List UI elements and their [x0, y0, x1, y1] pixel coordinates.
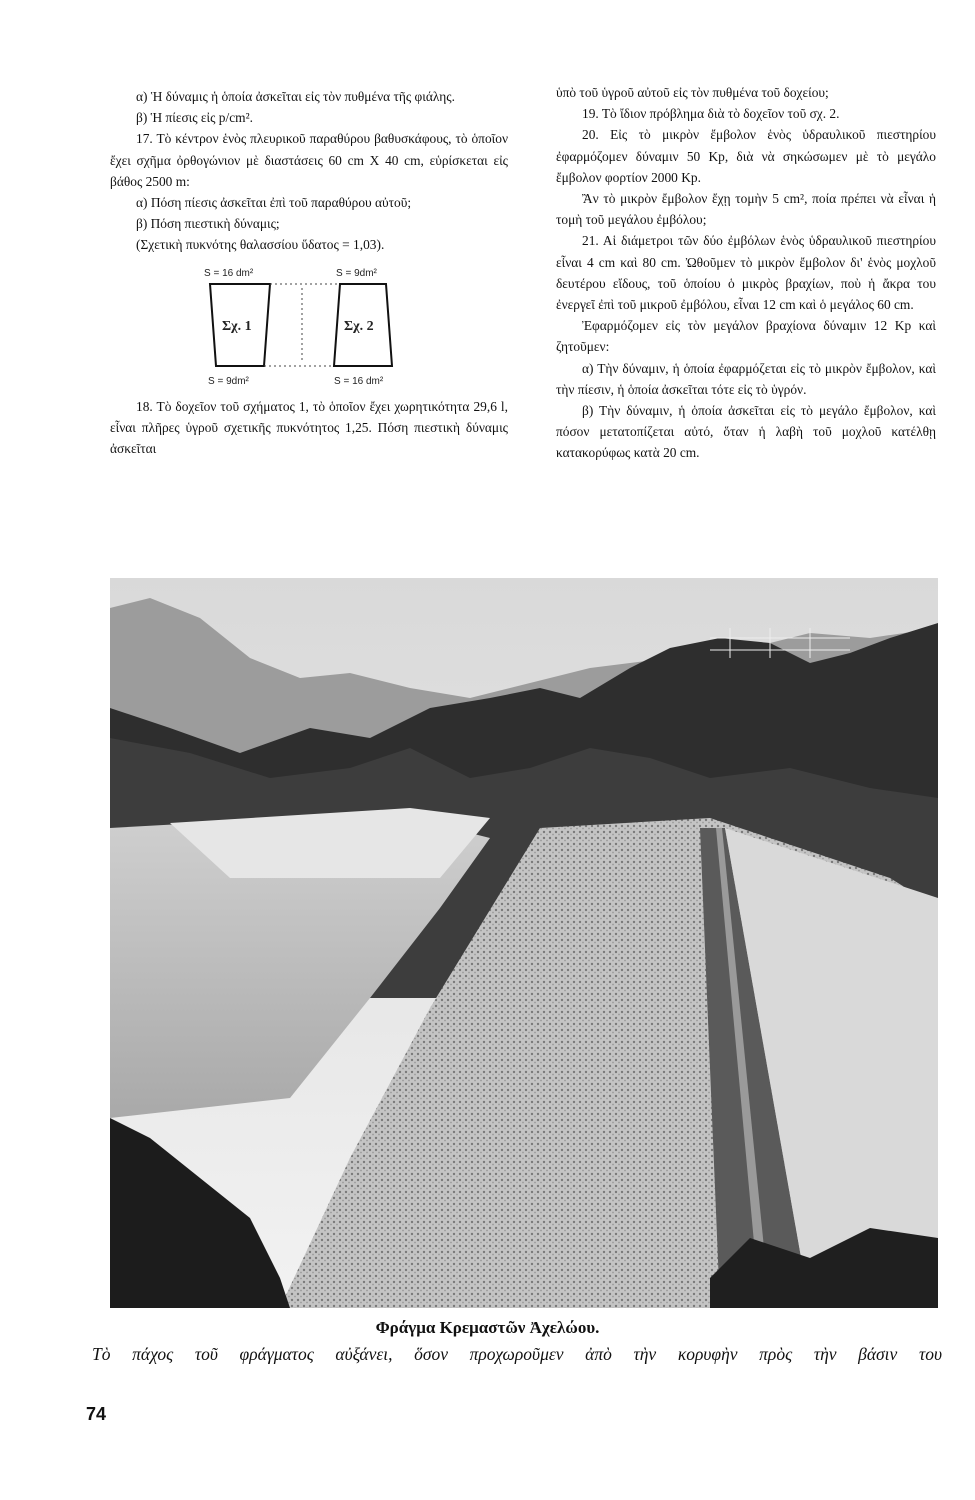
paragraph: β) Ἡ πίεσις εἰς p/cm². [136, 110, 253, 126]
fig2-title: Σχ. 2 [344, 318, 374, 334]
fig2-top-label: S = 9dm² [336, 267, 377, 279]
problem-19: 19. Τὸ ἴδιον πρόβλημα διὰ τὸ δοχεῖον τοῦ σχ. 2. [582, 106, 840, 122]
right-column [556, 86, 936, 464]
paragraph: α) Πόση πίεσις ἀσκεῖται ἐπὶ τοῦ παραθύρου αὐτοῦ; [136, 195, 412, 211]
fig1-bottom-label: S = 9dm² [208, 375, 249, 387]
vessel-figures [110, 262, 508, 390]
problem-20: 20. Εἰς τὸ μικρὸν ἔμβολον ἑνὸς ὑδραυλικοῦ πιεστηρίου ἐφαρμόζομεν δύναμιν 50 Kp, διὰ νὰ σηκώσωμεν μὲ τὸ μεγάλο ἔμβολον φορτίον 2000 Kp. [556, 127, 936, 185]
paragraph: β) Πόση πιεστικὴ δύναμις; [136, 216, 280, 232]
left-column [110, 86, 508, 459]
problem-18: 18. Τὸ δοχεῖον τοῦ σχήματος 1, τὸ ὁποῖον ἔχει χωρητικότητα 29,6 l, εἶναι πλῆρες ὑγροῦ σχετικῆς πυκνότητος 1,25. Πόση πιεστικὴ δύναμις ἀσκεῖται [110, 398, 508, 457]
photo-caption-text: Τὸ πάχος τοῦ φράγματος αὐξάνει, ὅσον προχωροῦμεν ἀπὸ τὴν κορυφὴν πρὸς τὴν βάσιν του [92, 1344, 942, 1364]
problem-21: 21. Αἱ διάμετροι τῶν δύο ἐμβόλων ἑνὸς ὑδραυλικοῦ πιεστηρίου εἶναι 4 cm καὶ 80 cm. Ὠθοῦμεν τὸ μικρὸν ἔμβολον δι' ἑνὸς μοχλοῦ δευτέρου εἴδους, τοῦ ὁποίου ὁ μικρὸς βραχίων, ποὺ ἡ ἄκρα του ἐνεργεῖ ἐπὶ τοῦ μικροῦ ἐμβόλου, εἶναι 12 cm καὶ ὁ μεγάλος 60 cm. [556, 233, 936, 313]
dam-photo [110, 578, 938, 1308]
page-number: 74 [86, 1404, 107, 1424]
fig1-title: Σχ. 1 [222, 318, 252, 334]
paragraph: α) Ἡ δύναμις ἡ ὁποία ἀσκεῖται εἰς τὸν πυθμένα τῆς φιάλης. [136, 89, 455, 104]
paragraph: α) Τὴν δύναμιν, ἡ ὁποία ἐφαρμόζεται εἰς τὸ μικρὸν ἔμβολον, καὶ τὴν πίεσιν, ἡ ὁποία ἀσκεῖται τότε εἰς τὸ ὑγρόν. [556, 360, 936, 397]
paragraph: ὑπὸ τοῦ ὑγροῦ αὐτοῦ εἰς τὸν πυθμένα τοῦ δοχείου; [556, 85, 829, 100]
fig1-top-label: S = 16 dm² [204, 267, 254, 279]
paragraph: β) Τὴν δύναμιν, ἡ ὁποία ἀσκεῖται εἰς τὸ μεγάλο ἔμβολον, καὶ πόσον μετατοπίζεται αὐτό, ὅταν ἡ λαβὴ τοῦ μοχλοῦ κατέλθῃ κατακορύφως κατὰ 20 cm. [556, 403, 936, 461]
vessel-diagrams-svg [200, 262, 420, 390]
fig2-bottom-label: S = 16 dm² [334, 375, 384, 387]
problem-17: 17. Τὸ κέντρον ἑνὸς πλευρικοῦ παραθύρου βαθυσκάφους, τὸ ὁποῖον ἔχει σχῆμα ὀρθογώνιον μὲ διαστάσεις 60 cm X 40 cm, εὑρίσκεται εἰς βάθος 2500 m: [110, 131, 508, 189]
paragraph: Ἂν τὸ μικρὸν ἔμβολον ἔχῃ τομὴν 5 cm², ποία πρέπει νὰ εἶναι ἡ τομὴ τοῦ μεγάλου ἐμβόλου; [556, 191, 936, 228]
photo-caption-title: Φράγμα Κρεμαστῶν Ἀχελώου. [375, 1318, 600, 1337]
dam-photo-svg [110, 578, 938, 1308]
paragraph: (Σχετικὴ πυκνότης θαλασσίου ὕδατος = 1,03). [136, 237, 385, 253]
paragraph: Ἐφαρμόζομεν εἰς τὸν μεγάλον βραχίονα δύναμιν 12 Kp καὶ ζητοῦμεν: [556, 318, 936, 355]
